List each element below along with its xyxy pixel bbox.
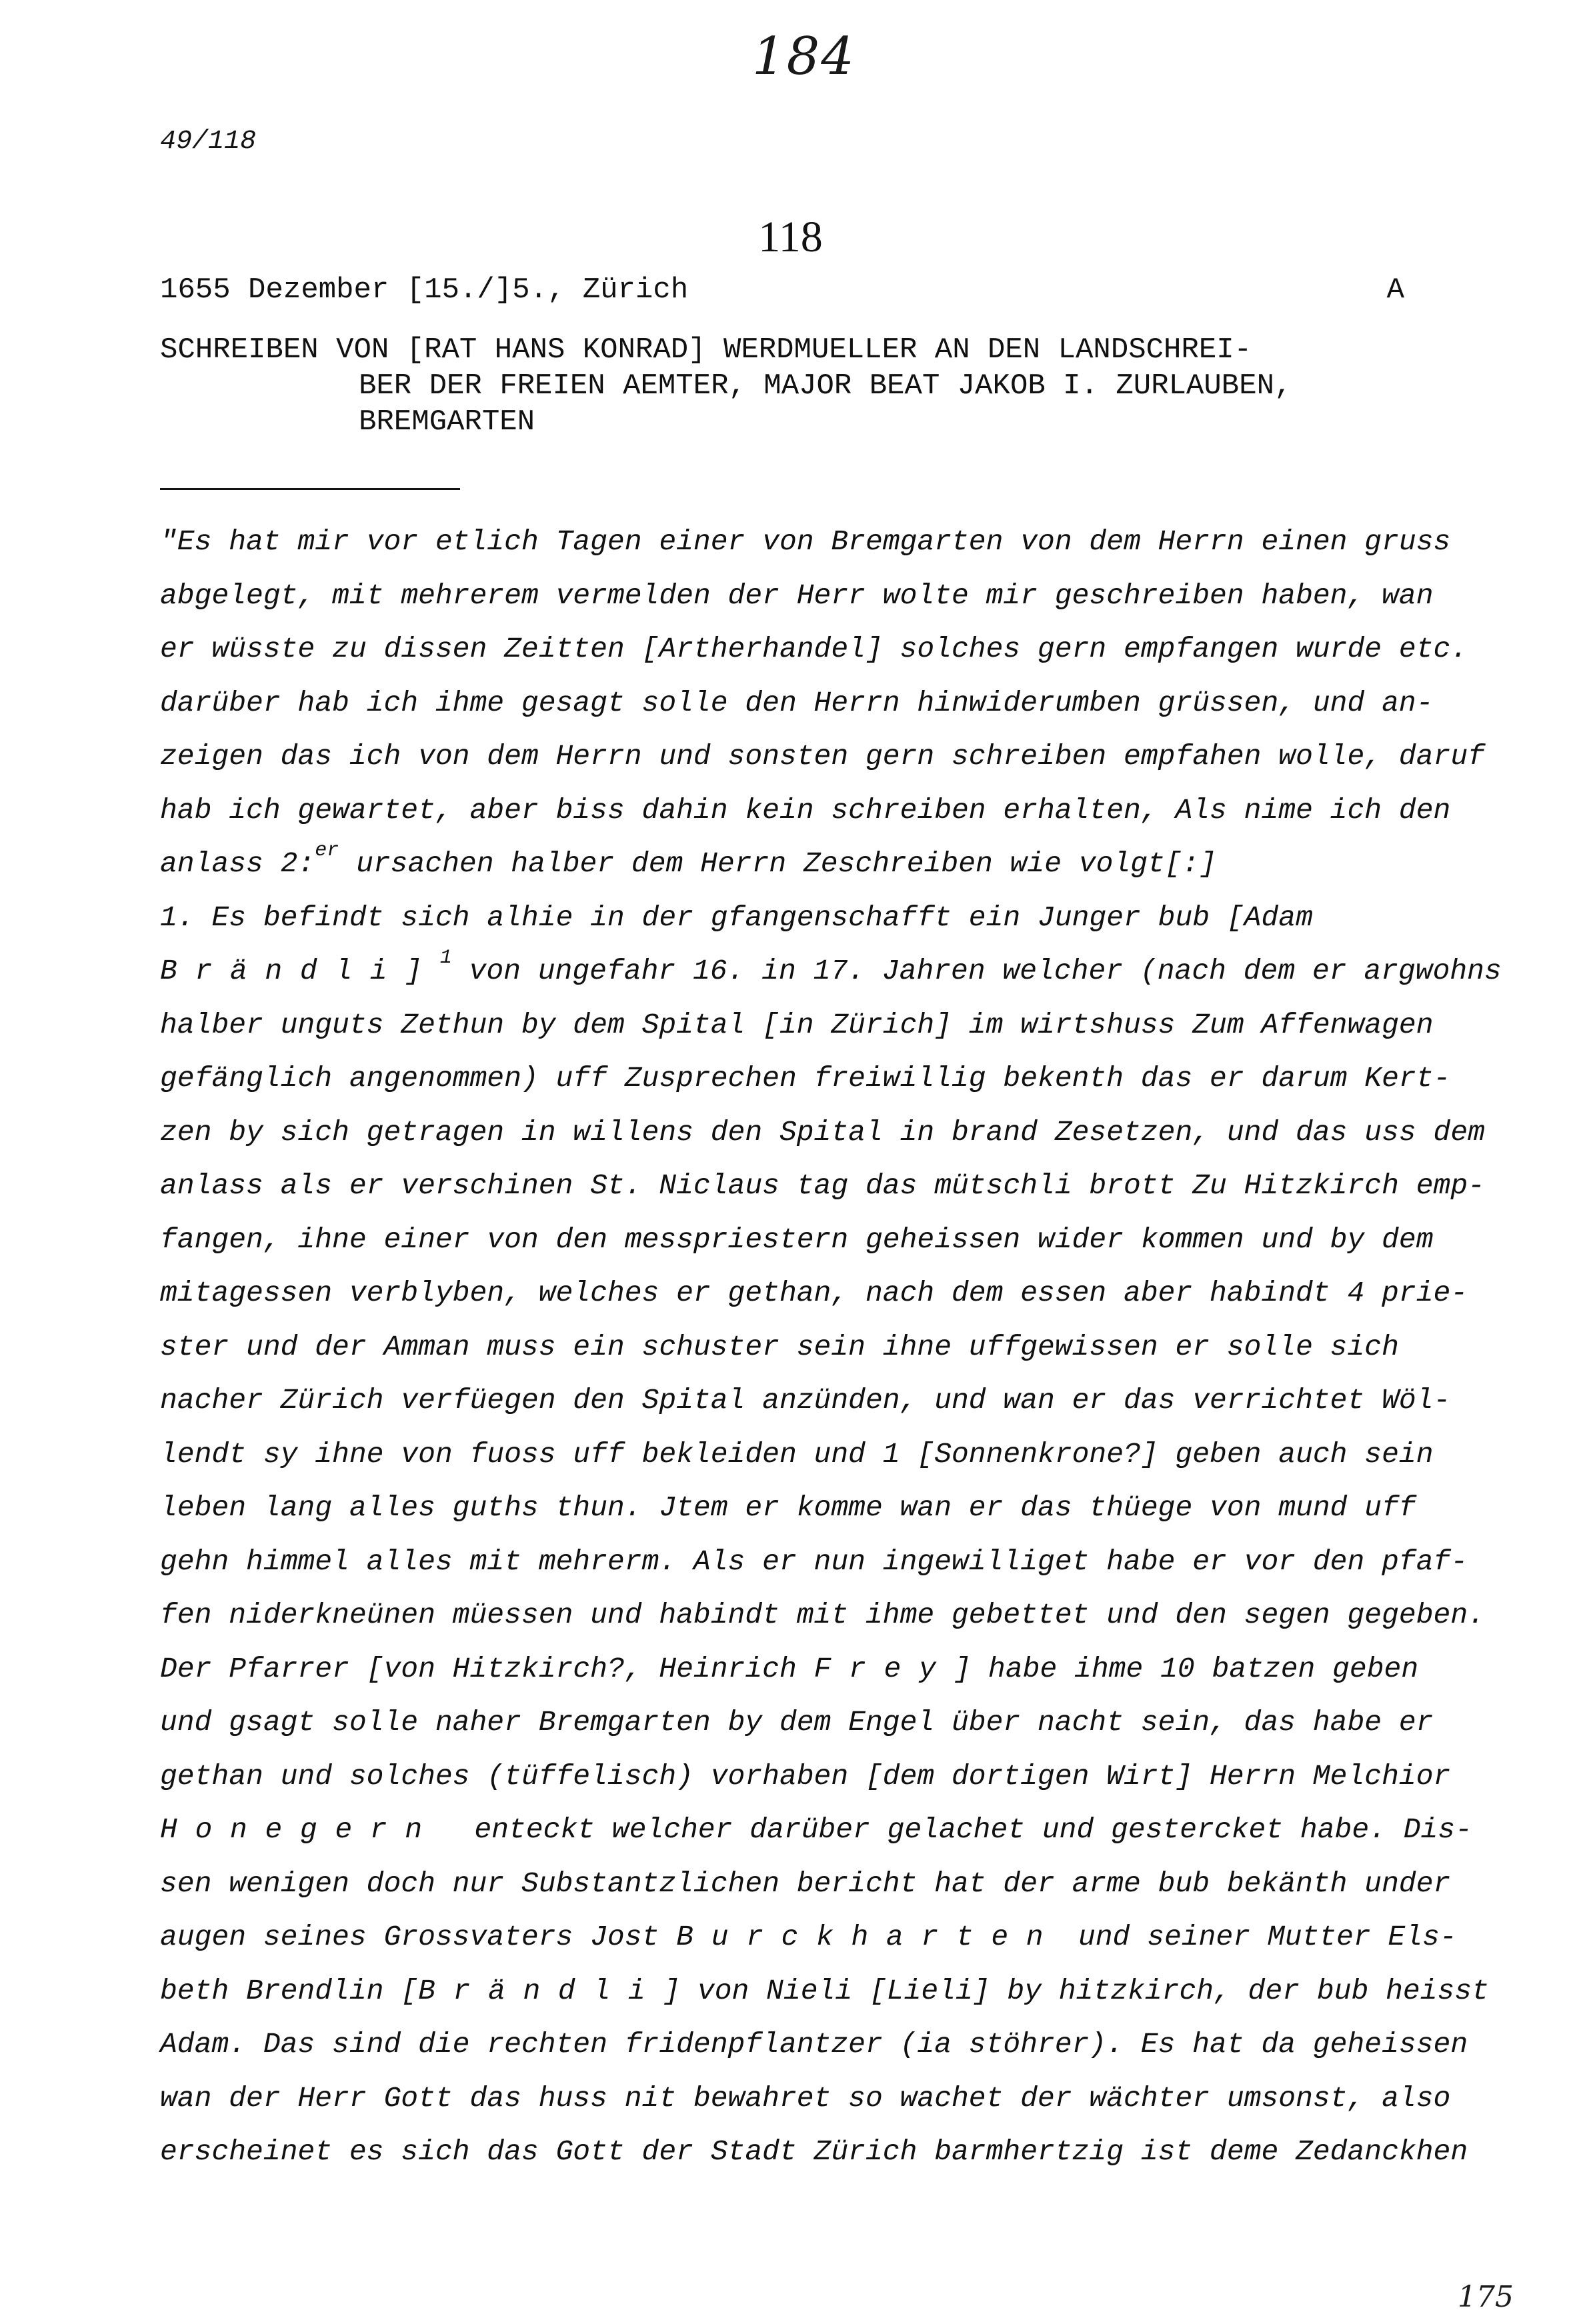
- body-line: [160, 1649, 1454, 1703]
- document-number: 118: [758, 213, 823, 261]
- document-heading: [160, 332, 1414, 440]
- body-line: [160, 947, 1502, 1005]
- text-segment: von ungefahr 16. in 17. Jahren welcher (nach dem er argwohns: [451, 955, 1502, 987]
- body-line: [160, 1809, 1472, 1863]
- letter-body: [160, 521, 1502, 2185]
- archive-reference: 49/118: [160, 127, 257, 157]
- body-line: zen by sich getragen in willens den Spital in brand Zesetzen, und das uss dem: [160, 1115, 1485, 1149]
- body-line: 1. Es befindt sich alhie in der gfangenschafft ein Junger bub [Adam: [160, 901, 1313, 934]
- spaced-name: Brändli]: [160, 955, 440, 987]
- body-line: gehn himmel alles mit mehrerm. Als er nun ingewilliget habe er vor den pfaf-: [160, 1545, 1468, 1578]
- heading-line: BREMGARTEN: [359, 405, 535, 439]
- body-line: [160, 1971, 1489, 2025]
- text-segment: beth Brendlin [: [160, 1974, 419, 2007]
- body-line: fen niderkneünen müessen und habindt mit ihme gebettet und den segen gegeben.: [160, 1599, 1485, 1631]
- text-segment: enteckt welcher darüber gelachet und gestercket habe. Dis-: [439, 1813, 1472, 1846]
- spaced-name: Brändli: [418, 1974, 663, 2007]
- body-line: gefänglich angenommen) uff Zusprechen freiwillig bekenth das er darum Kert-: [160, 1062, 1451, 1095]
- text-segment: und seiner Mutter Els-: [1061, 1921, 1457, 1953]
- body-line: darüber hab ich ihme gesagt solle den Herrn hinwiderumben grüssen, und an-: [160, 686, 1434, 719]
- separator-rule: [160, 488, 460, 490]
- text-segment: ] von Nieli [Lieli] by hitzkirch, der bub heisst: [663, 1974, 1489, 2007]
- body-line: [160, 1917, 1457, 1971]
- footnote-marker: 1: [439, 947, 452, 969]
- body-line: zeigen das ich von dem Herrn und sonsten gern schreiben empfahen wolle, daruf: [160, 740, 1485, 773]
- body-line: anlass als er verschinen St. Niclaus tag das mütschli brott Zu Hitzkirch emp-: [160, 1169, 1485, 1202]
- body-line: nacher Zürich verfüegen den Spital anzünden, und wan er das verrichtet Wöl-: [160, 1384, 1451, 1417]
- body-line: erscheinet es sich das Gott der Stadt Zürich barmhertzig ist deme Zedanckhen: [160, 2135, 1468, 2168]
- body-line: lendt sy ihne von fuoss uff bekleiden und 1 [Sonnenkrone?] geben auch sein: [160, 1437, 1434, 1471]
- body-line: sen wenigen doch nur Substantzlichen bericht hat der arme bub bekänth under: [160, 1867, 1451, 1900]
- body-line: gethan und solches (tüffelisch) vorhaben [dem dortigen Wirt] Herrn Melchior: [160, 1759, 1451, 1793]
- text-segment: anlass 2:: [160, 847, 315, 880]
- superscript: er: [315, 839, 339, 862]
- body-line: und gsagt solle naher Bremgarten by dem Engel über nacht sein, das habe er: [160, 1706, 1434, 1739]
- spaced-name: Frey: [814, 1652, 954, 1685]
- body-line: hab ich gewartet, aber biss dahin kein schreiben erhalten, Als nime ich den: [160, 793, 1451, 827]
- body-line: mitagessen verblyben, welches er gethan, nach dem essen aber habindt 4 prie-: [160, 1277, 1468, 1309]
- text-segment: Der Pfarrer [von Hitzkirch?, Heinrich: [160, 1652, 814, 1685]
- body-line: leben lang alles guths thun. Jtem er komme wan er das thüege von mund uff: [160, 1491, 1416, 1524]
- heading-line: BER DER FREIEN AEMTER, MAJOR BEAT JAKOB I. ZURLAUBEN,: [359, 369, 1292, 403]
- body-line: wan der Herr Gott das huss nit bewahret so wachet der wächter umsonst, also: [160, 2081, 1451, 2115]
- spaced-name: Honegern: [160, 1813, 440, 1846]
- body-line: "Es hat mir vor etlich Tagen einer von Bremgarten von dem Herrn einen gruss: [160, 525, 1451, 558]
- heading-line: SCHREIBEN VON [RAT HANS KONRAD] WERDMUELLER AN DEN LANDSCHREI-: [160, 333, 1252, 367]
- body-line: abgelegt, mit mehrerem vermelden der Herr wolte mir geschreiben haben, wan: [160, 579, 1434, 612]
- category-letter: A: [1386, 273, 1404, 307]
- folio-number-top: 184: [752, 27, 856, 87]
- date-place-line: [160, 273, 1404, 307]
- text-segment: ] habe ihme 10 batzen geben: [954, 1652, 1419, 1685]
- folio-number-bottom: 175: [1458, 2280, 1514, 2314]
- body-line: Adam. Das sind die rechten fridenpflantzer (ia stöhrer). Es hat da geheissen: [160, 2028, 1468, 2061]
- body-line: ster und der Amman muss ein schuster sein ihne uffgewissen er solle sich: [160, 1330, 1399, 1363]
- date-place: 1655 Dezember [15./]5., Zürich: [160, 273, 689, 307]
- text-segment: augen seines Grossvaters Jost: [160, 1921, 677, 1953]
- body-line: er wüsste zu dissen Zeitten [Artherhandel] solches gern empfangen wurde etc.: [160, 633, 1468, 665]
- text-segment: ursachen halber dem Herrn Zeschreiben wie volgt[:]: [339, 847, 1217, 880]
- body-line: halber unguts Zethun by dem Spital [in Zürich] im wirtshuss Zum Affenwagen: [160, 1008, 1434, 1041]
- spaced-name: Burckharten: [676, 1921, 1062, 1953]
- body-line: [160, 839, 1454, 897]
- body-line: fangen, ihne einer von den messpriestern geheissen wider kommen und by dem: [160, 1223, 1434, 1256]
